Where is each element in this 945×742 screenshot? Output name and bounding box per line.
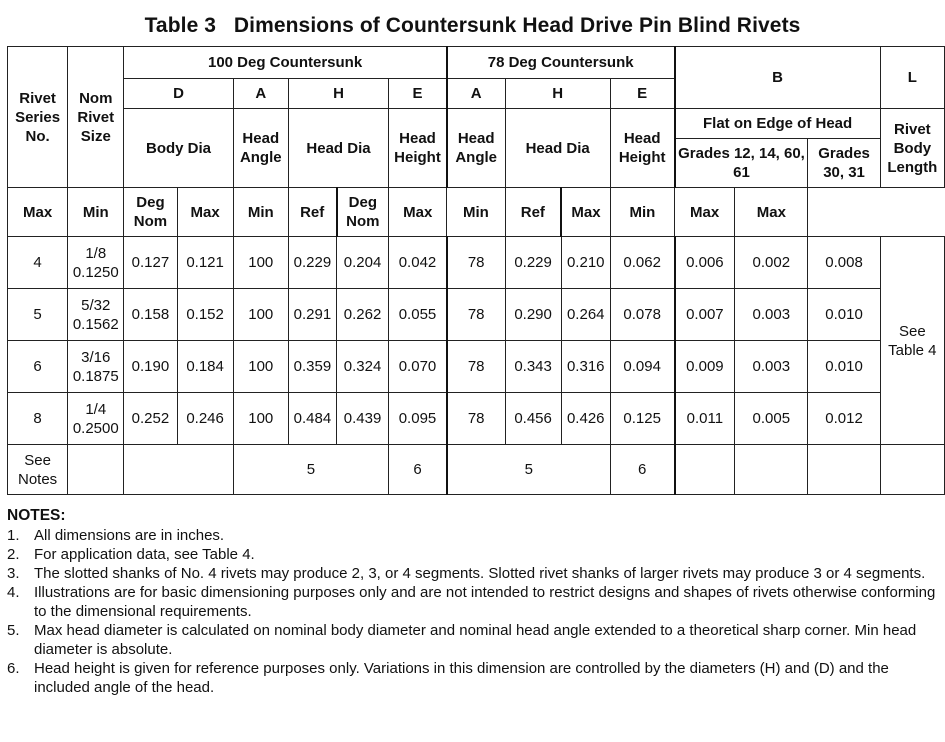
subheader-a78-deg-nom: Deg Nom (337, 188, 389, 237)
cell-a78: 78 (447, 393, 505, 445)
cell-empty (808, 445, 880, 495)
cell-b2-max: 0.010 (808, 341, 880, 393)
cell-h100-min: 0.204 (337, 237, 389, 289)
cell-d-max: 0.158 (124, 289, 177, 341)
header-group-100-deg: 100 Deg Countersunk (124, 47, 447, 79)
subheader-d-min: Min (68, 188, 124, 237)
cell-h100-max: 0.359 (288, 341, 336, 393)
cell-a78: 78 (447, 237, 505, 289)
cell-size-frac: 1/4 (85, 400, 107, 418)
cell-h78-max: 0.343 (505, 341, 561, 393)
cell-notes-ah100: 5 (233, 445, 388, 495)
table-row (8, 289, 945, 341)
cell-h100-max: 0.291 (288, 289, 336, 341)
cell-notes-ah78: 5 (447, 445, 611, 495)
note-number: 1. (7, 527, 20, 544)
note-item (7, 659, 942, 697)
header-col-b: B (675, 47, 881, 109)
cell-notes-e78: 6 (610, 445, 674, 495)
cell-d-min: 0.184 (177, 341, 233, 393)
subheader-e100-ref: Ref (288, 188, 336, 237)
cell-notes-e100: 6 (389, 445, 447, 495)
cell-a78: 78 (447, 289, 505, 341)
cell-h78-max: 0.456 (505, 393, 561, 445)
cell-size-dec: 0.1562 (72, 315, 119, 333)
header-head-height-78: Head Height (610, 109, 674, 188)
cell-b1-min: 0.002 (735, 237, 808, 289)
note-number: 2. (7, 546, 20, 563)
note-item (7, 583, 942, 621)
table-title: Table 3 Dimensions of Countersunk Head Drive Pin Blind Rivets (144, 14, 801, 37)
cell-d-min: 0.121 (177, 237, 233, 289)
cell-e100: 0.095 (389, 393, 447, 445)
cell-e100: 0.042 (389, 237, 447, 289)
notes-section (7, 506, 942, 697)
see-notes-row (8, 445, 945, 495)
cell-d-max: 0.190 (124, 341, 177, 393)
header-col-a-78: A (447, 79, 505, 109)
cell-b1-min: 0.003 (735, 289, 808, 341)
note-number: 4. (7, 584, 20, 601)
notes-heading: NOTES: (7, 507, 66, 524)
cell-e78: 0.062 (610, 237, 674, 289)
cell-size (68, 393, 124, 445)
header-col-e-100: E (389, 79, 447, 109)
subheader-h78-min: Min (447, 188, 505, 237)
cell-e78: 0.078 (610, 289, 674, 341)
cell-size (68, 341, 124, 393)
header-head-dia-78: Head Dia (505, 109, 610, 188)
cell-h78-min: 0.426 (561, 393, 610, 445)
header-col-h-78: H (505, 79, 610, 109)
subheader-b2-max: Max (675, 188, 735, 237)
cell-size-dec: 0.2500 (72, 419, 119, 437)
header-col-d: D (124, 79, 233, 109)
note-text: The slotted shanks of No. 4 rivets may produce 2, 3, or 4 segments. Slotted rivet shanks of larger rivets may produce 3 or 4 segments. (34, 565, 926, 582)
header-grades-2: Grades 30, 31 (808, 139, 880, 188)
cell-e78: 0.094 (610, 341, 674, 393)
cell-series: 8 (8, 393, 68, 445)
cell-empty (880, 445, 944, 495)
note-item (7, 564, 942, 583)
cell-a78: 78 (447, 341, 505, 393)
cell-h78-min: 0.316 (561, 341, 610, 393)
cell-h100-min: 0.262 (337, 289, 389, 341)
subheader-h100-max: Max (177, 188, 233, 237)
header-col-e-78: E (610, 79, 674, 109)
cell-size-frac: 1/8 (85, 244, 107, 262)
note-number: 6. (7, 660, 20, 677)
dimensions-table (7, 46, 945, 495)
header-body-dia: Body Dia (124, 109, 233, 188)
header-rivet-body-length: Rivet Body Length (880, 109, 944, 188)
table-row (8, 237, 945, 289)
subheader-e78-ref: Ref (505, 188, 561, 237)
cell-series: 6 (8, 341, 68, 393)
cell-a100: 100 (233, 393, 288, 445)
header-group-78-deg: 78 Deg Countersunk (447, 47, 675, 79)
cell-size (68, 289, 124, 341)
table-row (8, 393, 945, 445)
note-text: For application data, see Table 4. (34, 546, 255, 563)
cell-empty (124, 445, 233, 495)
cell-series: 5 (8, 289, 68, 341)
cell-series: 4 (8, 237, 68, 289)
cell-h100-min: 0.439 (337, 393, 389, 445)
header-col-a-100: A (233, 79, 288, 109)
subheader-h78-max: Max (389, 188, 447, 237)
cell-h100-min: 0.324 (337, 341, 389, 393)
cell-d-max: 0.127 (124, 237, 177, 289)
cell-b1-max: 0.009 (675, 341, 735, 393)
header-col-h-100: H (288, 79, 388, 109)
cell-empty (675, 445, 735, 495)
cell-empty (68, 445, 124, 495)
cell-empty (735, 445, 808, 495)
header-head-height-100: Head Height (389, 109, 447, 188)
cell-see-notes-label: See Notes (8, 445, 68, 495)
cell-l-see-table-4: See Table 4 (880, 237, 944, 445)
cell-b1-max: 0.007 (675, 289, 735, 341)
subheader-b1-min: Min (610, 188, 674, 237)
cell-h78-max: 0.229 (505, 237, 561, 289)
note-text: Illustrations are for basic dimensioning purposes only and are not intended to restrict designs and shapes of rivets otherwise conforming to the dimensional requirements. (34, 584, 936, 620)
cell-h100-max: 0.229 (288, 237, 336, 289)
note-item (7, 526, 942, 545)
header-head-angle-100: Head Angle (233, 109, 288, 188)
header-col-l: L (880, 47, 944, 109)
header-nom-rivet-size: Nom Rivet Size (68, 47, 124, 188)
header-head-dia-100: Head Dia (288, 109, 388, 188)
cell-size (68, 237, 124, 289)
cell-a100: 100 (233, 341, 288, 393)
cell-e78: 0.125 (610, 393, 674, 445)
header-flat-on-edge: Flat on Edge of Head (675, 109, 881, 139)
cell-size-dec: 0.1875 (72, 367, 119, 385)
note-text: All dimensions are in inches. (34, 527, 225, 544)
note-item (7, 621, 942, 659)
cell-size-dec: 0.1250 (72, 263, 119, 281)
cell-size-frac: 3/16 (81, 348, 111, 366)
cell-size-frac: 5/32 (81, 296, 111, 314)
cell-b2-max: 0.012 (808, 393, 880, 445)
note-item (7, 545, 942, 564)
cell-h78-min: 0.210 (561, 237, 610, 289)
cell-d-min: 0.152 (177, 289, 233, 341)
header-head-angle-78: Head Angle (447, 109, 505, 188)
cell-b1-max: 0.011 (675, 393, 735, 445)
header-grades-1: Grades 12, 14, 60, 61 (675, 139, 808, 188)
subheader-l-max: Max (735, 188, 808, 237)
note-number: 3. (7, 565, 20, 582)
cell-d-max: 0.252 (124, 393, 177, 445)
subheader-a100-deg-nom: Deg Nom (124, 188, 177, 237)
cell-h78-max: 0.290 (505, 289, 561, 341)
note-text: Head height is given for reference purposes only. Variations in this dimension are controlled by the diameters (H) and (D) and the included angle of the head. (34, 660, 889, 696)
header-rivet-series: Rivet Series No. (8, 47, 68, 188)
cell-e100: 0.055 (389, 289, 447, 341)
cell-b2-max: 0.010 (808, 289, 880, 341)
cell-b2-max: 0.008 (808, 237, 880, 289)
cell-d-min: 0.246 (177, 393, 233, 445)
subheader-h100-min: Min (233, 188, 288, 237)
subheader-b1-max: Max (561, 188, 610, 237)
cell-b1-min: 0.005 (735, 393, 808, 445)
cell-h100-max: 0.484 (288, 393, 336, 445)
note-text: Max head diameter is calculated on nominal body diameter and nominal head angle extended to a theoretical sharp corner. Min head diameter is absolute. (34, 622, 917, 658)
cell-a100: 100 (233, 289, 288, 341)
cell-a100: 100 (233, 237, 288, 289)
cell-b1-max: 0.006 (675, 237, 735, 289)
table-row (8, 341, 945, 393)
cell-e100: 0.070 (389, 341, 447, 393)
note-number: 5. (7, 622, 20, 639)
cell-b1-min: 0.003 (735, 341, 808, 393)
cell-h78-min: 0.264 (561, 289, 610, 341)
subheader-d-max: Max (8, 188, 68, 237)
